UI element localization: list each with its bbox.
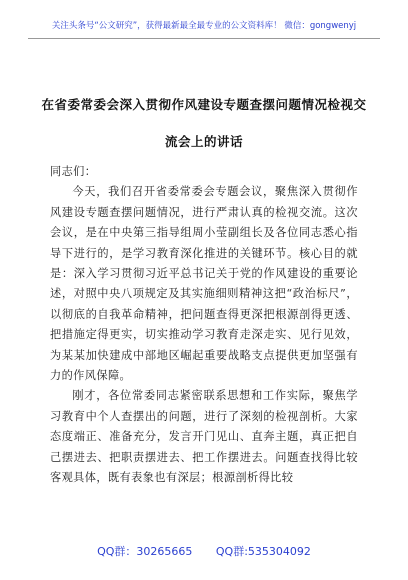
header-banner: 关注头条号“公文研究”，获得最新最全最专业的公文资料库！ 微信：gongwenyj	[51, 21, 357, 31]
footer	[0, 543, 408, 559]
footer-qq-group-1: QQ群：30265665	[97, 545, 193, 558]
document-title-line-1: 在省委常委会深入贯彻作风建设专题查摆问题情况检视交	[41, 97, 367, 112]
document-body	[50, 162, 358, 489]
footer-qq-group-2: QQ群:535304092	[215, 545, 311, 558]
header-divider	[28, 38, 380, 39]
document-title-line-2: 流会上的讲话	[164, 134, 243, 149]
salutation: 同志们：	[50, 165, 97, 178]
body-paragraph-1: 今天，我们召开省委常委会专题会议，聚焦深入贯彻作风建设专题查摆问题情况，进行严肃认真的检视交流。这次会议，是在中央第三指导组周小莹副组长及各位同志悉心指导下进行的，是学习教育深化推进的关键环节。核心目的就是：深入学习贯彻习近平总书记关于党的作风建设的重要论述，对照中央八项规定及其实施细则精神这把“政治标尺”，以彻底的自我革命精神，把问题查得更深把根源剖得更透、把措施定得更实，切实推动学习教育走深走实、见行见效，为某某加快建成中部地区崛起重要战略支点提供更加坚强有力的作风保障。	[50, 185, 358, 383]
body-paragraph-2: 刚才，各位常委同志紧密联系思想和工作实际，聚焦学习教育中个人查摆出的问题，进行了深刻的检视剖析。大家态度端正、准备充分，发言开门见山、直奔主题，真正把自己摆进去、把职责摆进去、把工作摆进去。问题查找得比较客观具体，既有表象也有深层；根源剖析得比较	[50, 389, 358, 485]
